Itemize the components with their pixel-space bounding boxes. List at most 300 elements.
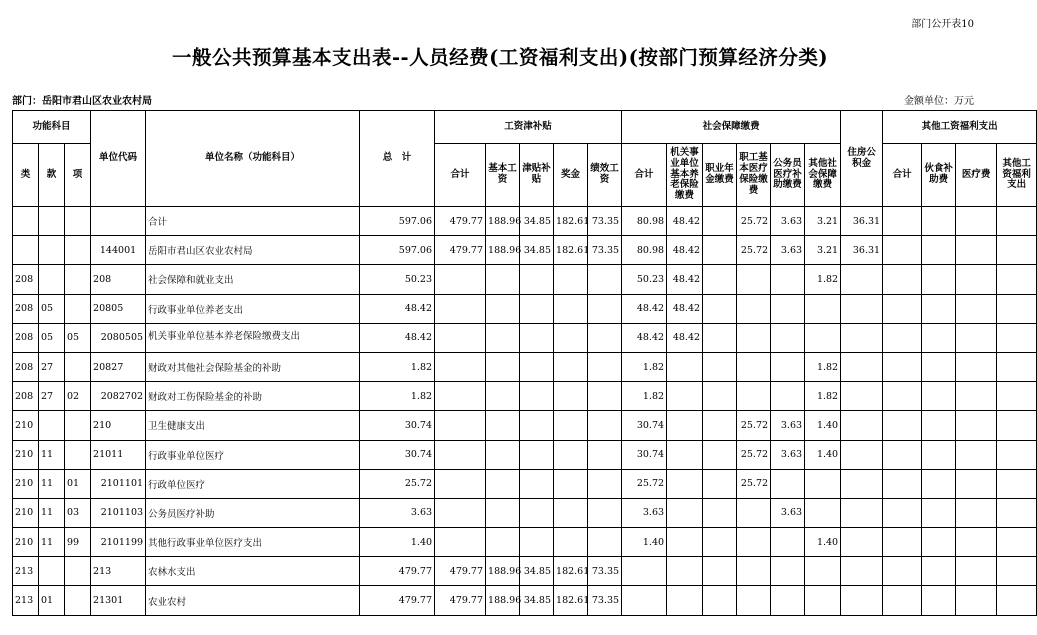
- cell-pension: [667, 469, 703, 498]
- cell-housing: [841, 498, 883, 527]
- cell-pension: [667, 411, 703, 440]
- cell-other-total: [883, 586, 922, 615]
- cell-other-social: 1.82: [805, 265, 841, 294]
- cell-other-total: [883, 411, 922, 440]
- cell-medical: 25.72: [737, 469, 771, 498]
- cell-meal: [922, 207, 956, 236]
- cell-housing: [841, 265, 883, 294]
- cell-civil-medical: 3.63: [771, 207, 805, 236]
- cell-bonus: [554, 382, 588, 411]
- cell-annuity: [703, 498, 737, 527]
- cell-kuan: 11: [39, 469, 65, 498]
- table-row: [13, 294, 1037, 323]
- cell-civil-medical: 3.63: [771, 411, 805, 440]
- cell-housing: 36.31: [841, 207, 883, 236]
- cell-annuity: [703, 352, 737, 381]
- cell-other-total: [883, 294, 922, 323]
- cell-basic-salary: [486, 469, 520, 498]
- header-other-social: 其他社会保障缴费: [805, 144, 841, 207]
- cell-medical-fee: [956, 323, 997, 352]
- cell-xiang: [65, 352, 91, 381]
- cell-allowance: [520, 323, 554, 352]
- cell-medical-fee: [956, 382, 997, 411]
- cell-salary-total: [435, 498, 486, 527]
- cell-unit-code: 2080505: [91, 323, 146, 352]
- cell-performance: [588, 528, 622, 557]
- table-row: [13, 469, 1037, 498]
- table-row: [13, 528, 1037, 557]
- cell-medical-fee: [956, 411, 997, 440]
- cell-medical-fee: [956, 352, 997, 381]
- cell-social-total: 1.40: [622, 528, 667, 557]
- cell-performance: [588, 382, 622, 411]
- cell-medical-fee: [956, 236, 997, 265]
- cell-civil-medical: [771, 323, 805, 352]
- cell-allowance: [520, 382, 554, 411]
- cell-civil-medical: [771, 382, 805, 411]
- cell-civil-medical: 3.63: [771, 236, 805, 265]
- cell-civil-medical: [771, 586, 805, 615]
- header-medical-fee: 医疗费: [956, 144, 997, 207]
- cell-annuity: [703, 382, 737, 411]
- cell-basic-salary: [486, 528, 520, 557]
- cell-lei: 208: [13, 323, 39, 352]
- cell-xiang: [65, 557, 91, 586]
- cell-pension: 48.42: [667, 265, 703, 294]
- cell-other-total: [883, 440, 922, 469]
- cell-unit-name: 合计: [146, 207, 360, 236]
- cell-bonus: [554, 469, 588, 498]
- cell-unit-code: 208: [91, 265, 146, 294]
- cell-medical-fee: [956, 557, 997, 586]
- cell-bonus: 182.61: [554, 236, 588, 265]
- cell-xiang: [65, 411, 91, 440]
- cell-meal: [922, 528, 956, 557]
- cell-housing: [841, 440, 883, 469]
- table-row: [13, 323, 1037, 352]
- cell-other-social: [805, 586, 841, 615]
- cell-bonus: [554, 352, 588, 381]
- table-row: [13, 207, 1037, 236]
- cell-civil-medical: 3.63: [771, 498, 805, 527]
- cell-bonus: [554, 440, 588, 469]
- cell-social-total: 1.82: [622, 352, 667, 381]
- table-row: [13, 236, 1037, 265]
- cell-annuity: [703, 294, 737, 323]
- cell-housing: [841, 323, 883, 352]
- cell-bonus: [554, 411, 588, 440]
- cell-social-total: 30.74: [622, 411, 667, 440]
- cell-lei: 210: [13, 411, 39, 440]
- cell-other-social: [805, 294, 841, 323]
- header-other-total: 合计: [883, 144, 922, 207]
- cell-other-social: [805, 323, 841, 352]
- header-medical: 职工基本医疗保险缴费: [737, 144, 771, 207]
- header-lei: 类: [13, 144, 39, 207]
- cell-salary-total: 479.77: [435, 207, 486, 236]
- cell-annuity: [703, 528, 737, 557]
- cell-annuity: [703, 586, 737, 615]
- cell-basic-salary: [486, 498, 520, 527]
- form-number: 部门公开表10: [911, 19, 974, 30]
- header-performance: 绩效工资: [588, 144, 622, 207]
- cell-social-total: 30.74: [622, 440, 667, 469]
- header-allowance: 津贴补贴: [520, 144, 554, 207]
- cell-performance: [588, 265, 622, 294]
- cell-kuan: [39, 411, 65, 440]
- cell-salary-total: 479.77: [435, 557, 486, 586]
- cell-other-welfare: [997, 440, 1037, 469]
- cell-medical: [737, 382, 771, 411]
- cell-kuan: 05: [39, 323, 65, 352]
- cell-xiang: 01: [65, 469, 91, 498]
- cell-salary-total: [435, 440, 486, 469]
- cell-housing: [841, 469, 883, 498]
- cell-basic-salary: [486, 323, 520, 352]
- cell-medical: [737, 498, 771, 527]
- cell-bonus: [554, 528, 588, 557]
- cell-other-welfare: [997, 557, 1037, 586]
- cell-performance: 73.35: [588, 207, 622, 236]
- cell-other-welfare: [997, 265, 1037, 294]
- header-other-welfare: 其他工资福利支出: [997, 144, 1037, 207]
- cell-other-social: [805, 469, 841, 498]
- cell-meal: [922, 294, 956, 323]
- cell-lei: 210: [13, 498, 39, 527]
- cell-allowance: [520, 411, 554, 440]
- cell-unit-name: 农林水支出: [146, 557, 360, 586]
- cell-pension: 48.42: [667, 207, 703, 236]
- cell-medical-fee: [956, 498, 997, 527]
- cell-kuan: [39, 207, 65, 236]
- header-bonus: 奖金: [554, 144, 588, 207]
- cell-pension: [667, 528, 703, 557]
- cell-kuan: 27: [39, 382, 65, 411]
- cell-civil-medical: [771, 352, 805, 381]
- cell-housing: [841, 528, 883, 557]
- cell-pension: [667, 498, 703, 527]
- cell-salary-total: 479.77: [435, 586, 486, 615]
- cell-annuity: [703, 557, 737, 586]
- cell-unit-code: 213: [91, 557, 146, 586]
- header-social-total: 合计: [622, 144, 667, 207]
- cell-xiang: [65, 236, 91, 265]
- cell-lei: 208: [13, 382, 39, 411]
- cell-housing: [841, 294, 883, 323]
- cell-allowance: [520, 528, 554, 557]
- cell-xiang: [65, 440, 91, 469]
- cell-lei: 210: [13, 469, 39, 498]
- table-row: [13, 557, 1037, 586]
- table-row: [13, 440, 1037, 469]
- cell-salary-total: [435, 528, 486, 557]
- cell-other-welfare: [997, 382, 1037, 411]
- cell-annuity: [703, 440, 737, 469]
- cell-meal: [922, 382, 956, 411]
- cell-kuan: [39, 236, 65, 265]
- cell-unit-name: 行政单位医疗: [146, 469, 360, 498]
- cell-basic-salary: 188.96: [486, 586, 520, 615]
- cell-unit-name: 公务员医疗补助: [146, 498, 360, 527]
- cell-annuity: [703, 265, 737, 294]
- table-row: [13, 382, 1037, 411]
- cell-civil-medical: [771, 557, 805, 586]
- cell-allowance: [520, 440, 554, 469]
- cell-bonus: 182.61: [554, 586, 588, 615]
- cell-performance: [588, 498, 622, 527]
- cell-kuan: 11: [39, 528, 65, 557]
- header-func-subject: 功能科目: [13, 111, 91, 144]
- cell-unit-code: 2101199: [91, 528, 146, 557]
- cell-total: 597.06: [360, 236, 435, 265]
- cell-total: 25.72: [360, 469, 435, 498]
- cell-other-social: 1.40: [805, 528, 841, 557]
- cell-social-total: 25.72: [622, 469, 667, 498]
- page-title: 一般公共预算基本支出表--人员经费(工资福利支出)(按部门预算经济分类): [171, 46, 829, 69]
- cell-performance: [588, 294, 622, 323]
- cell-other-total: [883, 382, 922, 411]
- cell-other-welfare: [997, 294, 1037, 323]
- cell-total: 1.82: [360, 382, 435, 411]
- cell-salary-total: [435, 352, 486, 381]
- cell-xiang: 99: [65, 528, 91, 557]
- cell-xiang: [65, 265, 91, 294]
- cell-annuity: [703, 411, 737, 440]
- header-unit-code: 单位代码: [91, 111, 146, 207]
- header-xiang: 项: [65, 144, 91, 207]
- cell-housing: [841, 352, 883, 381]
- cell-unit-code: 21301: [91, 586, 146, 615]
- cell-housing: [841, 411, 883, 440]
- cell-lei: 208: [13, 294, 39, 323]
- cell-social-total: 48.42: [622, 294, 667, 323]
- cell-unit-name: 岳阳市君山区农业农村局: [146, 236, 360, 265]
- cell-performance: [588, 440, 622, 469]
- cell-allowance: 34.85: [520, 207, 554, 236]
- cell-total: 30.74: [360, 440, 435, 469]
- budget-table: [12, 110, 1037, 616]
- cell-xiang: [65, 207, 91, 236]
- cell-unit-name: 卫生健康支出: [146, 411, 360, 440]
- cell-total: 597.06: [360, 207, 435, 236]
- cell-kuan: [39, 265, 65, 294]
- cell-performance: [588, 323, 622, 352]
- cell-performance: [588, 469, 622, 498]
- cell-pension: [667, 382, 703, 411]
- table-row: [13, 586, 1037, 615]
- cell-other-welfare: [997, 586, 1037, 615]
- cell-other-total: [883, 236, 922, 265]
- cell-medical: [737, 528, 771, 557]
- cell-performance: 73.35: [588, 557, 622, 586]
- table-body: [13, 207, 1037, 616]
- cell-other-total: [883, 528, 922, 557]
- cell-other-total: [883, 207, 922, 236]
- cell-unit-name: 行政事业单位医疗: [146, 440, 360, 469]
- cell-housing: [841, 586, 883, 615]
- cell-lei: 208: [13, 265, 39, 294]
- cell-basic-salary: [486, 294, 520, 323]
- header-annuity: 职业年金缴费: [703, 144, 737, 207]
- cell-other-total: [883, 323, 922, 352]
- cell-basic-salary: [486, 440, 520, 469]
- cell-other-welfare: [997, 469, 1037, 498]
- cell-lei: [13, 236, 39, 265]
- cell-performance: [588, 411, 622, 440]
- table-row: [13, 265, 1037, 294]
- cell-medical: 25.72: [737, 207, 771, 236]
- cell-medical-fee: [956, 469, 997, 498]
- cell-bonus: 182.61: [554, 207, 588, 236]
- cell-allowance: [520, 469, 554, 498]
- cell-kuan: 27: [39, 352, 65, 381]
- cell-basic-salary: [486, 382, 520, 411]
- cell-total: 1.40: [360, 528, 435, 557]
- cell-bonus: [554, 323, 588, 352]
- header-basic-salary: 基本工资: [486, 144, 520, 207]
- cell-total: 479.77: [360, 557, 435, 586]
- cell-social-total: 3.63: [622, 498, 667, 527]
- cell-unit-code: 20827: [91, 352, 146, 381]
- cell-housing: [841, 557, 883, 586]
- cell-meal: [922, 323, 956, 352]
- cell-allowance: 34.85: [520, 586, 554, 615]
- cell-social-total: 1.82: [622, 382, 667, 411]
- cell-meal: [922, 265, 956, 294]
- cell-unit-code: 210: [91, 411, 146, 440]
- header-civil-medical: 公务员医疗补助缴费: [771, 144, 805, 207]
- cell-civil-medical: [771, 294, 805, 323]
- cell-medical-fee: [956, 440, 997, 469]
- cell-salary-total: [435, 382, 486, 411]
- cell-xiang: [65, 586, 91, 615]
- cell-bonus: [554, 294, 588, 323]
- cell-lei: 213: [13, 586, 39, 615]
- header-kuan: 款: [39, 144, 65, 207]
- cell-other-total: [883, 557, 922, 586]
- cell-kuan: 11: [39, 440, 65, 469]
- cell-other-welfare: [997, 236, 1037, 265]
- cell-total: 479.77: [360, 586, 435, 615]
- cell-medical: 25.72: [737, 440, 771, 469]
- cell-other-social: 1.82: [805, 352, 841, 381]
- table-row: [13, 411, 1037, 440]
- cell-allowance: 34.85: [520, 557, 554, 586]
- cell-social-total: [622, 586, 667, 615]
- cell-other-social: [805, 498, 841, 527]
- cell-medical: [737, 323, 771, 352]
- cell-medical: [737, 352, 771, 381]
- cell-meal: [922, 498, 956, 527]
- cell-salary-total: [435, 323, 486, 352]
- cell-unit-name: 财政对工伤保险基金的补助: [146, 382, 360, 411]
- cell-unit-code: 2101101: [91, 469, 146, 498]
- cell-total: 50.23: [360, 265, 435, 294]
- header-row-1: [13, 111, 1037, 144]
- cell-other-social: 1.82: [805, 382, 841, 411]
- cell-medical-fee: [956, 586, 997, 615]
- cell-allowance: [520, 294, 554, 323]
- cell-social-total: 80.98: [622, 207, 667, 236]
- cell-medical-fee: [956, 294, 997, 323]
- cell-unit-name: 行政事业单位养老支出: [146, 294, 360, 323]
- cell-bonus: [554, 498, 588, 527]
- cell-social-total: 50.23: [622, 265, 667, 294]
- cell-meal: [922, 440, 956, 469]
- header-salary-group: 工资津补贴: [435, 111, 622, 144]
- cell-total: 48.42: [360, 294, 435, 323]
- cell-bonus: [554, 265, 588, 294]
- table-row: [13, 498, 1037, 527]
- cell-medical-fee: [956, 528, 997, 557]
- cell-unit-name: 其他行政事业单位医疗支出: [146, 528, 360, 557]
- amount-unit-label: 金额单位：万元: [904, 96, 974, 107]
- cell-xiang: 03: [65, 498, 91, 527]
- cell-basic-salary: 188.96: [486, 207, 520, 236]
- cell-kuan: 05: [39, 294, 65, 323]
- cell-meal: [922, 469, 956, 498]
- cell-pension: [667, 557, 703, 586]
- cell-lei: 208: [13, 352, 39, 381]
- cell-other-total: [883, 352, 922, 381]
- cell-unit-code: [91, 207, 146, 236]
- cell-performance: [588, 352, 622, 381]
- header-meal: 伙食补助费: [922, 144, 956, 207]
- cell-allowance: [520, 352, 554, 381]
- header-housing: 住房公积金: [841, 111, 883, 207]
- cell-unit-code: 144001: [91, 236, 146, 265]
- cell-performance: 73.35: [588, 236, 622, 265]
- cell-salary-total: [435, 265, 486, 294]
- cell-salary-total: 479.77: [435, 236, 486, 265]
- cell-lei: 210: [13, 440, 39, 469]
- cell-performance: 73.35: [588, 586, 622, 615]
- cell-total: 48.42: [360, 323, 435, 352]
- cell-basic-salary: [486, 352, 520, 381]
- cell-medical-fee: [956, 265, 997, 294]
- cell-medical: [737, 265, 771, 294]
- cell-housing: [841, 382, 883, 411]
- cell-allowance: 34.85: [520, 236, 554, 265]
- cell-lei: [13, 207, 39, 236]
- cell-salary-total: [435, 294, 486, 323]
- cell-allowance: [520, 265, 554, 294]
- cell-salary-total: [435, 469, 486, 498]
- header-salary-total: 合计: [435, 144, 486, 207]
- cell-allowance: [520, 498, 554, 527]
- cell-pension: 48.42: [667, 294, 703, 323]
- cell-kuan: [39, 557, 65, 586]
- cell-lei: 210: [13, 528, 39, 557]
- cell-annuity: [703, 207, 737, 236]
- cell-meal: [922, 586, 956, 615]
- cell-pension: 48.42: [667, 323, 703, 352]
- cell-salary-total: [435, 411, 486, 440]
- cell-unit-name: 财政对其他社会保险基金的补助: [146, 352, 360, 381]
- cell-civil-medical: 3.63: [771, 440, 805, 469]
- cell-social-total: 48.42: [622, 323, 667, 352]
- cell-xiang: 05: [65, 323, 91, 352]
- header-unit-name: 单位名称（功能科目）: [146, 111, 360, 207]
- cell-other-total: [883, 265, 922, 294]
- header-social-group: 社会保障缴费: [622, 111, 841, 144]
- cell-unit-code: 20805: [91, 294, 146, 323]
- cell-total: 1.82: [360, 352, 435, 381]
- cell-other-welfare: [997, 207, 1037, 236]
- cell-medical: 25.72: [737, 236, 771, 265]
- table-row: [13, 352, 1037, 381]
- cell-other-total: [883, 498, 922, 527]
